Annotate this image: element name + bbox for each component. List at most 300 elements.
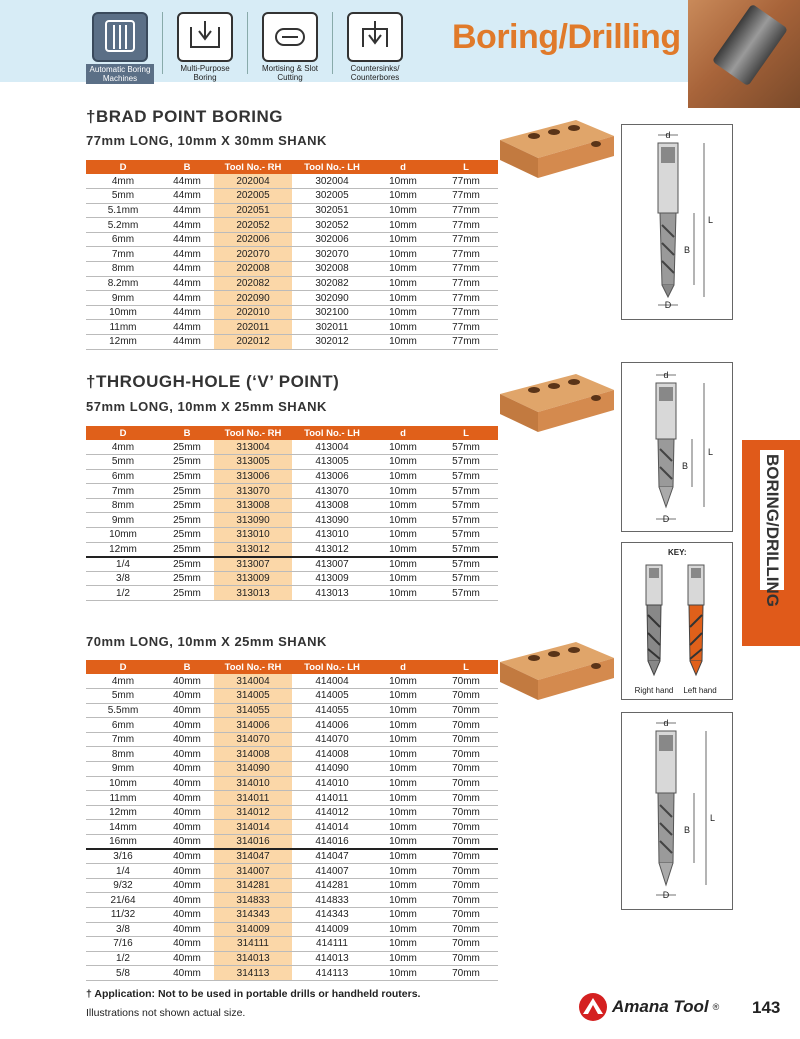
table-cell: 414010	[292, 776, 372, 791]
table-cell: 21/64	[86, 893, 160, 908]
table-cell: 9mm	[86, 291, 160, 306]
table-row	[86, 513, 498, 528]
table-cell: 70mm	[434, 762, 498, 777]
table-row	[86, 689, 498, 704]
table-cell: 77mm	[434, 276, 498, 291]
table-cell: 16mm	[86, 835, 160, 850]
table-cell: 413012	[292, 542, 372, 557]
table-cell: 10mm	[372, 335, 434, 350]
spec-table	[86, 160, 498, 350]
table-cell: 8mm	[86, 262, 160, 277]
table-cell: 414013	[292, 951, 372, 966]
wood-block-image	[498, 372, 616, 434]
table-cell: 70mm	[434, 791, 498, 806]
table-cell: 40mm	[160, 864, 214, 879]
diagram-label-B: B	[682, 461, 689, 471]
section-title: †BRAD POINT BORING	[86, 107, 283, 126]
table-cell: 77mm	[434, 247, 498, 262]
table-cell: 1/4	[86, 864, 160, 879]
table-cell: 313008	[214, 498, 292, 513]
table-cell: 77mm	[434, 203, 498, 218]
table-row	[86, 703, 498, 718]
table-cell: 40mm	[160, 791, 214, 806]
side-tab-label: BORING/DRILLING	[760, 450, 784, 590]
table-cell: 414009	[292, 922, 372, 937]
brand-logo	[578, 992, 719, 1022]
table-cell: 57mm	[434, 513, 498, 528]
table-cell: 10mm	[372, 276, 434, 291]
table-cell: 40mm	[160, 820, 214, 835]
table-cell: 413008	[292, 498, 372, 513]
table-cell: 314833	[214, 893, 292, 908]
category-label: Multi-Purpose Boring	[180, 64, 230, 82]
table-cell: 25mm	[160, 586, 214, 601]
table-cell: 10mm	[372, 908, 434, 923]
table-cell: 6mm	[86, 232, 160, 247]
table-cell: 10mm	[372, 718, 434, 733]
boring-machine-icon	[92, 12, 148, 62]
table-cell: 10mm	[372, 732, 434, 747]
table-row	[86, 937, 498, 952]
table-cell: 7mm	[86, 247, 160, 262]
table-cell: 10mm	[372, 820, 434, 835]
table-row	[86, 528, 498, 543]
illustration-footnote: Illustrations not shown actual size.	[86, 1007, 246, 1019]
table-cell: 40mm	[160, 674, 214, 689]
table-cell: 10mm	[372, 528, 434, 543]
diagram-label-D: D	[662, 514, 670, 524]
table-row	[86, 674, 498, 689]
table-cell: 1/2	[86, 951, 160, 966]
table-cell: 314111	[214, 937, 292, 952]
table-cell: 413009	[292, 571, 372, 586]
table-cell: 6mm	[86, 469, 160, 484]
table-cell: 7mm	[86, 732, 160, 747]
table-cell: 413006	[292, 469, 372, 484]
diagram-label-d: d	[665, 130, 671, 140]
table-cell: 302011	[292, 320, 372, 335]
table-cell: 314005	[214, 689, 292, 704]
table-cell: 9mm	[86, 762, 160, 777]
table-cell: 77mm	[434, 189, 498, 204]
table-cell: 8.2mm	[86, 276, 160, 291]
category-countersinks[interactable]	[341, 12, 409, 84]
table-cell: 70mm	[434, 849, 498, 864]
table-cell: 70mm	[434, 674, 498, 689]
table-cell: 44mm	[160, 335, 214, 350]
table-cell: 40mm	[160, 849, 214, 864]
table-cell: 202070	[214, 247, 292, 262]
table-cell: 202082	[214, 276, 292, 291]
table-cell: 4mm	[86, 174, 160, 189]
table-cell: 4mm	[86, 440, 160, 455]
table-cell: 10mm	[86, 776, 160, 791]
table-cell: 44mm	[160, 232, 214, 247]
v-point-70mm-bit-diagram	[621, 712, 733, 910]
table-cell: 314009	[214, 922, 292, 937]
table-cell: 10mm	[372, 440, 434, 455]
column-header: B	[160, 660, 214, 674]
table-cell: 57mm	[434, 440, 498, 455]
section-subtitle: 57mm LONG, 10mm X 25mm SHANK	[86, 399, 327, 414]
table-cell: 70mm	[434, 732, 498, 747]
table-row	[86, 440, 498, 455]
table-cell: 313010	[214, 528, 292, 543]
table-cell: 313012	[214, 542, 292, 557]
table-cell: 414008	[292, 747, 372, 762]
table-cell: 25mm	[160, 440, 214, 455]
table-cell: 414011	[292, 791, 372, 806]
table-cell: 57mm	[434, 455, 498, 470]
table-cell: 413013	[292, 586, 372, 601]
table-row	[86, 469, 498, 484]
table-cell: 10mm	[372, 484, 434, 499]
table-cell: 40mm	[160, 703, 214, 718]
table-cell: 40mm	[160, 937, 214, 952]
table-cell: 313005	[214, 455, 292, 470]
page-title: Boring/Drilling	[452, 18, 681, 56]
table-cell: 25mm	[160, 469, 214, 484]
table-cell: 40mm	[160, 835, 214, 850]
table-row	[86, 571, 498, 586]
table-cell: 10mm	[372, 849, 434, 864]
diagram-label-L: L	[708, 447, 714, 457]
table-row	[86, 762, 498, 777]
table-cell: 70mm	[434, 835, 498, 850]
table-row	[86, 791, 498, 806]
table-cell: 314011	[214, 791, 292, 806]
table-row	[86, 542, 498, 557]
column-header: Tool No.- LH	[292, 660, 372, 674]
table-cell: 10mm	[372, 835, 434, 850]
table-cell: 314010	[214, 776, 292, 791]
table-cell: 70mm	[434, 703, 498, 718]
spec-table	[86, 426, 498, 601]
table-cell: 414004	[292, 674, 372, 689]
table-row	[86, 189, 498, 204]
column-header: L	[434, 426, 498, 440]
table-cell: 414070	[292, 732, 372, 747]
table-cell: 302004	[292, 174, 372, 189]
table-row	[86, 908, 498, 923]
diagram-label-D: D	[662, 890, 670, 900]
amana-logo-icon	[578, 992, 608, 1022]
table-cell: 10mm	[372, 586, 434, 601]
table-cell: 77mm	[434, 305, 498, 320]
table-cell: 202008	[214, 262, 292, 277]
table-row	[86, 747, 498, 762]
multi-purpose-boring-icon	[177, 12, 233, 62]
table-cell: 302012	[292, 335, 372, 350]
table-row	[86, 276, 498, 291]
table-row	[86, 291, 498, 306]
table-cell: 302006	[292, 232, 372, 247]
table-cell: 10mm	[86, 528, 160, 543]
countersink-icon	[347, 12, 403, 62]
section-title: †THROUGH-HOLE (‘V’ POINT)	[86, 372, 340, 391]
table-cell: 10mm	[372, 571, 434, 586]
diagram-label-L: L	[708, 215, 714, 225]
rotation-key	[621, 542, 733, 700]
column-header: Tool No.- LH	[292, 426, 372, 440]
table-cell: 57mm	[434, 469, 498, 484]
table-cell: 57mm	[434, 586, 498, 601]
table-cell: 40mm	[160, 762, 214, 777]
table-cell: 202011	[214, 320, 292, 335]
table-cell: 202005	[214, 189, 292, 204]
table-cell: 5mm	[86, 689, 160, 704]
table-cell: 314070	[214, 732, 292, 747]
table-row	[86, 878, 498, 893]
column-header: d	[372, 160, 434, 174]
table-cell: 413010	[292, 528, 372, 543]
table-cell: 57mm	[434, 571, 498, 586]
category-mortising[interactable]	[256, 12, 324, 84]
category-nav	[86, 12, 409, 84]
table-cell: 202010	[214, 305, 292, 320]
table-cell: 5.1mm	[86, 203, 160, 218]
table-cell: 70mm	[434, 937, 498, 952]
table-cell: 25mm	[160, 498, 214, 513]
table-cell: 10mm	[372, 864, 434, 879]
table-cell: 10mm	[372, 542, 434, 557]
column-header: L	[434, 660, 498, 674]
table-cell: 314006	[214, 718, 292, 733]
table-cell: 70mm	[434, 893, 498, 908]
table-cell: 314055	[214, 703, 292, 718]
brand-mark: ®	[712, 1002, 720, 1012]
table-cell: 414055	[292, 703, 372, 718]
table-row	[86, 718, 498, 733]
table-cell: 314090	[214, 762, 292, 777]
table-row	[86, 557, 498, 572]
table-cell: 70mm	[434, 689, 498, 704]
table-cell: 413070	[292, 484, 372, 499]
wood-block-image	[498, 640, 616, 702]
table-cell: 202004	[214, 174, 292, 189]
table-cell: 414012	[292, 805, 372, 820]
table-cell: 414343	[292, 908, 372, 923]
table-cell: 44mm	[160, 203, 214, 218]
table-cell: 7mm	[86, 484, 160, 499]
table-cell: 12mm	[86, 805, 160, 820]
table-cell: 414111	[292, 937, 372, 952]
table-cell: 10mm	[372, 247, 434, 262]
column-header: B	[160, 426, 214, 440]
table-cell: 40mm	[160, 893, 214, 908]
table-cell: 40mm	[160, 718, 214, 733]
table-row	[86, 335, 498, 350]
table-cell: 10mm	[372, 689, 434, 704]
table-row	[86, 498, 498, 513]
table-cell: 70mm	[434, 908, 498, 923]
page-number: 143	[752, 998, 781, 1017]
table-cell: 10mm	[372, 922, 434, 937]
table-cell: 40mm	[160, 776, 214, 791]
table-row	[86, 203, 498, 218]
table-row	[86, 320, 498, 335]
column-header: D	[86, 426, 160, 440]
table-cell: 70mm	[434, 718, 498, 733]
table-cell: 70mm	[434, 747, 498, 762]
table-row	[86, 951, 498, 966]
table-cell: 414016	[292, 835, 372, 850]
table-row	[86, 247, 498, 262]
table-cell: 302082	[292, 276, 372, 291]
table-cell: 44mm	[160, 305, 214, 320]
table-cell: 44mm	[160, 247, 214, 262]
table-cell: 413090	[292, 513, 372, 528]
table-cell: 10mm	[372, 747, 434, 762]
table-row	[86, 455, 498, 470]
table-cell: 314008	[214, 747, 292, 762]
table-cell: 77mm	[434, 335, 498, 350]
table-cell: 10mm	[372, 893, 434, 908]
table-cell: 77mm	[434, 262, 498, 277]
table-cell: 40mm	[160, 908, 214, 923]
table-cell: 314281	[214, 878, 292, 893]
table-cell: 9mm	[86, 513, 160, 528]
section-subtitle: 77mm LONG, 10mm X 30mm SHANK	[86, 133, 327, 148]
table-cell: 202052	[214, 218, 292, 233]
table-cell: 414281	[292, 878, 372, 893]
table-cell: 40mm	[160, 805, 214, 820]
diagram-label-d: d	[663, 370, 669, 380]
table-row	[86, 174, 498, 189]
table-cell: 7/16	[86, 937, 160, 952]
section-subtitle: 70mm LONG, 10mm X 25mm SHANK	[86, 634, 327, 649]
table-cell: 10mm	[372, 703, 434, 718]
table-cell: 313013	[214, 586, 292, 601]
spec-table	[86, 660, 498, 981]
table-cell: 314004	[214, 674, 292, 689]
application-footnote: † Application: Not to be used in portable drills or handheld routers.	[86, 988, 421, 1000]
column-header: Tool No.- RH	[214, 660, 292, 674]
table-cell: 314047	[214, 849, 292, 864]
table-cell: 25mm	[160, 571, 214, 586]
table-cell: 25mm	[160, 557, 214, 572]
category-label: Countersinks/ Counterbores	[350, 64, 400, 82]
table-cell: 40mm	[160, 878, 214, 893]
wood-block-image	[498, 118, 616, 180]
table-cell: 77mm	[434, 174, 498, 189]
table-cell: 313007	[214, 557, 292, 572]
table-row	[86, 232, 498, 247]
diagram-label-d: d	[663, 718, 669, 728]
table-cell: 10mm	[86, 305, 160, 320]
table-cell: 202006	[214, 232, 292, 247]
diagram-label-B: B	[684, 245, 691, 255]
table-cell: 302100	[292, 305, 372, 320]
column-header: Tool No.- RH	[214, 160, 292, 174]
table-cell: 25mm	[160, 484, 214, 499]
table-cell: 40mm	[160, 689, 214, 704]
table-cell: 10mm	[372, 189, 434, 204]
table-cell: 12mm	[86, 335, 160, 350]
brad-point-bit-diagram	[621, 124, 733, 320]
table-cell: 25mm	[160, 455, 214, 470]
table-cell: 10mm	[372, 791, 434, 806]
column-header: L	[434, 160, 498, 174]
table-cell: 44mm	[160, 320, 214, 335]
table-cell: 44mm	[160, 174, 214, 189]
table-cell: 5/8	[86, 966, 160, 981]
table-cell: 414833	[292, 893, 372, 908]
table-cell: 10mm	[372, 951, 434, 966]
table-cell: 25mm	[160, 528, 214, 543]
table-cell: 5mm	[86, 189, 160, 204]
table-cell: 314113	[214, 966, 292, 981]
table-cell: 44mm	[160, 276, 214, 291]
table-cell: 313070	[214, 484, 292, 499]
table-cell: 414005	[292, 689, 372, 704]
table-row	[86, 820, 498, 835]
table-row	[86, 484, 498, 499]
table-cell: 70mm	[434, 966, 498, 981]
table-cell: 314012	[214, 805, 292, 820]
table-cell: 414014	[292, 820, 372, 835]
table-row	[86, 849, 498, 864]
table-cell: 40mm	[160, 951, 214, 966]
table-cell: 11/32	[86, 908, 160, 923]
table-cell: 302051	[292, 203, 372, 218]
table-cell: 414090	[292, 762, 372, 777]
table-cell: 10mm	[372, 291, 434, 306]
table-cell: 413007	[292, 557, 372, 572]
table-cell: 11mm	[86, 791, 160, 806]
table-cell: 77mm	[434, 291, 498, 306]
table-cell: 44mm	[160, 218, 214, 233]
column-header: B	[160, 160, 214, 174]
table-cell: 6mm	[86, 718, 160, 733]
category-label: Mortising & Slot Cutting	[261, 64, 319, 82]
category-automatic-boring[interactable]	[86, 12, 154, 84]
table-cell: 302052	[292, 218, 372, 233]
table-cell: 10mm	[372, 218, 434, 233]
table-cell: 70mm	[434, 805, 498, 820]
table-cell: 25mm	[160, 513, 214, 528]
table-cell: 44mm	[160, 262, 214, 277]
table-cell: 44mm	[160, 189, 214, 204]
table-cell: 70mm	[434, 820, 498, 835]
key-right-hand: Right hand	[634, 686, 674, 695]
table-cell: 57mm	[434, 528, 498, 543]
table-cell: 313006	[214, 469, 292, 484]
table-cell: 10mm	[372, 498, 434, 513]
table-row	[86, 893, 498, 908]
table-cell: 413004	[292, 440, 372, 455]
category-multi-purpose[interactable]	[171, 12, 239, 84]
column-header: D	[86, 660, 160, 674]
table-cell: 413005	[292, 455, 372, 470]
diagram-label-B: B	[684, 825, 691, 835]
table-cell: 10mm	[372, 878, 434, 893]
column-header: D	[86, 160, 160, 174]
table-cell: 313090	[214, 513, 292, 528]
table-cell: 70mm	[434, 878, 498, 893]
table-cell: 302005	[292, 189, 372, 204]
table-cell: 414113	[292, 966, 372, 981]
column-header: d	[372, 660, 434, 674]
table-cell: 10mm	[372, 805, 434, 820]
table-cell: 40mm	[160, 966, 214, 981]
table-cell: 10mm	[372, 203, 434, 218]
table-cell: 302070	[292, 247, 372, 262]
table-cell: 5mm	[86, 455, 160, 470]
table-row	[86, 732, 498, 747]
table-cell: 10mm	[372, 762, 434, 777]
table-cell: 11mm	[86, 320, 160, 335]
